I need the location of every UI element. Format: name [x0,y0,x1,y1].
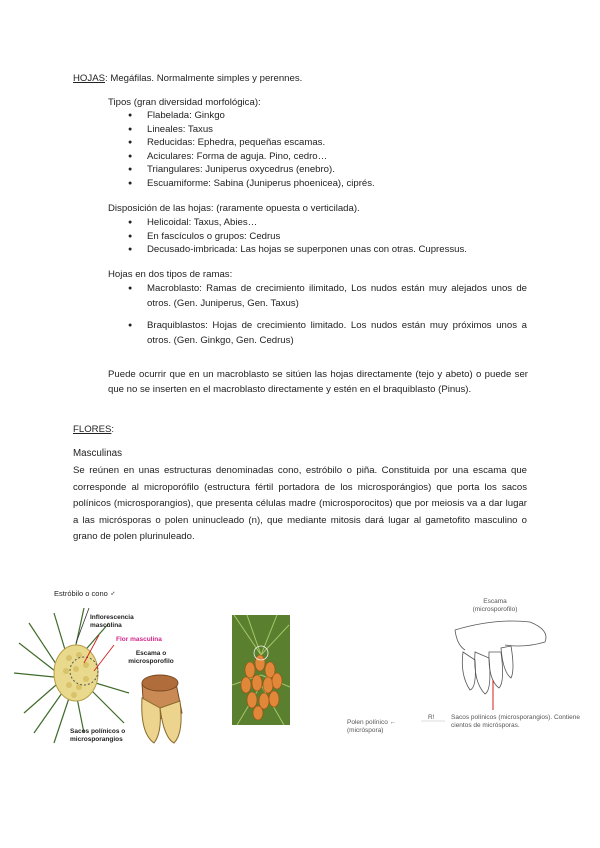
label-r: R! [428,714,435,721]
tipo-item: ● Lineales: Taxus [147,123,213,136]
tipo-item: ● Reducidas: Ephedra, pequeñas escamas. [147,136,325,149]
figure-pine-male-cone [14,583,214,753]
disposicion-item: ● Decusado-imbricada: Las hojas se superponen unas con otras. Cupressus. [147,243,467,256]
flores-texto: Se reúnen en unas estructuras denominadas cono, estróbilo o piña. Constituida por una escama que corresponde al microporófilo (estructura fértil portadora de los microsporángios) que porta los sacos polínicos (microsporangios), que presenta células madre (microsporocitos) que por meiosis va a dar lugar a las micrósporas o polen uninucleado (n), que mediante mitosis dará lugar al gametofito masculino o grano de polen plurinuleado. [73,465,527,542]
label-sacos: Sacos polínicos o microsporangios [70,728,126,743]
tipo-item: ● Escuamiforme: Sabina (Juniperus phoenicea), ciprés. [147,177,375,190]
rama-item-macroblasto: ● Macroblasto: Ramas de crecimiento ilimitado, Los nudos están muy alejados unos de otros. (Gen. Juniperus, Gen. Taxus) [147,282,527,311]
label-polen-sketch: Polen polínico ← (micróspora) [347,719,397,734]
label-sacos-sketch: Sacos polínicos (microsporangios). Contiene cientos de micrósporas. [451,714,580,729]
label-flor-masculina: Flor masculina [116,636,162,643]
figure-cone-photo [232,615,290,725]
flores-line [73,423,114,436]
tipo-item: ● Aciculares: Forma de aguja. Pino, cedro… [147,150,327,163]
male-cones-photo [232,615,290,725]
label-estrobilo: Estróbilo o cono ♂ [54,589,116,598]
hojas-nota: Puede ocurrir que en un macroblasto se sitúen las hojas directamente (tejo y abeto) o puede ser que no se inserten en el macroblasto directamente y estén en el braquiblasto (Pinus). [108,369,528,395]
flores-subheading: Masculinas [73,448,123,459]
figure-microsporophyll-sketch [345,590,595,750]
tipos-title: Tipos (gran diversidad morfológica): [108,97,261,108]
tipo-item: ● Triangulares: Juniperus oxycedrus (enebro). [147,163,335,176]
tipo-item: ● Flabelada: Ginkgo [147,109,225,122]
label-escama: Escama o microsporofilo [128,650,174,665]
flores-heading: FLORES [73,424,112,435]
hojas-heading: HOJAS [73,73,105,84]
rama-item-braquiblasto: ● Braquiblastos: Hojas de crecimiento limitado. Los nudos están muy próximos unos a otros. (Gen. Ginkgo, Gen. Cedrus) [147,319,527,348]
hojas-line [73,72,302,85]
flores-colon: : [111,424,115,435]
disposicion-item: ● Helicoidal: Taxus, Abies… [147,216,257,229]
label-escama-sketch: Escama (microsporofilo) [472,598,518,613]
disposicion-title: Disposición de las hojas: (raramente opuesta o verticilada). [108,203,360,214]
disposicion-item: ● En fascículos o grupos: Cedrus [147,230,280,243]
ramas-title: Hojas en dos tipos de ramas: [108,269,233,280]
label-inflorescencia: Inflorescencia masculina [90,614,134,629]
hojas-intro: : Megáfilas. Normalmente simples y perennes. [105,73,303,84]
